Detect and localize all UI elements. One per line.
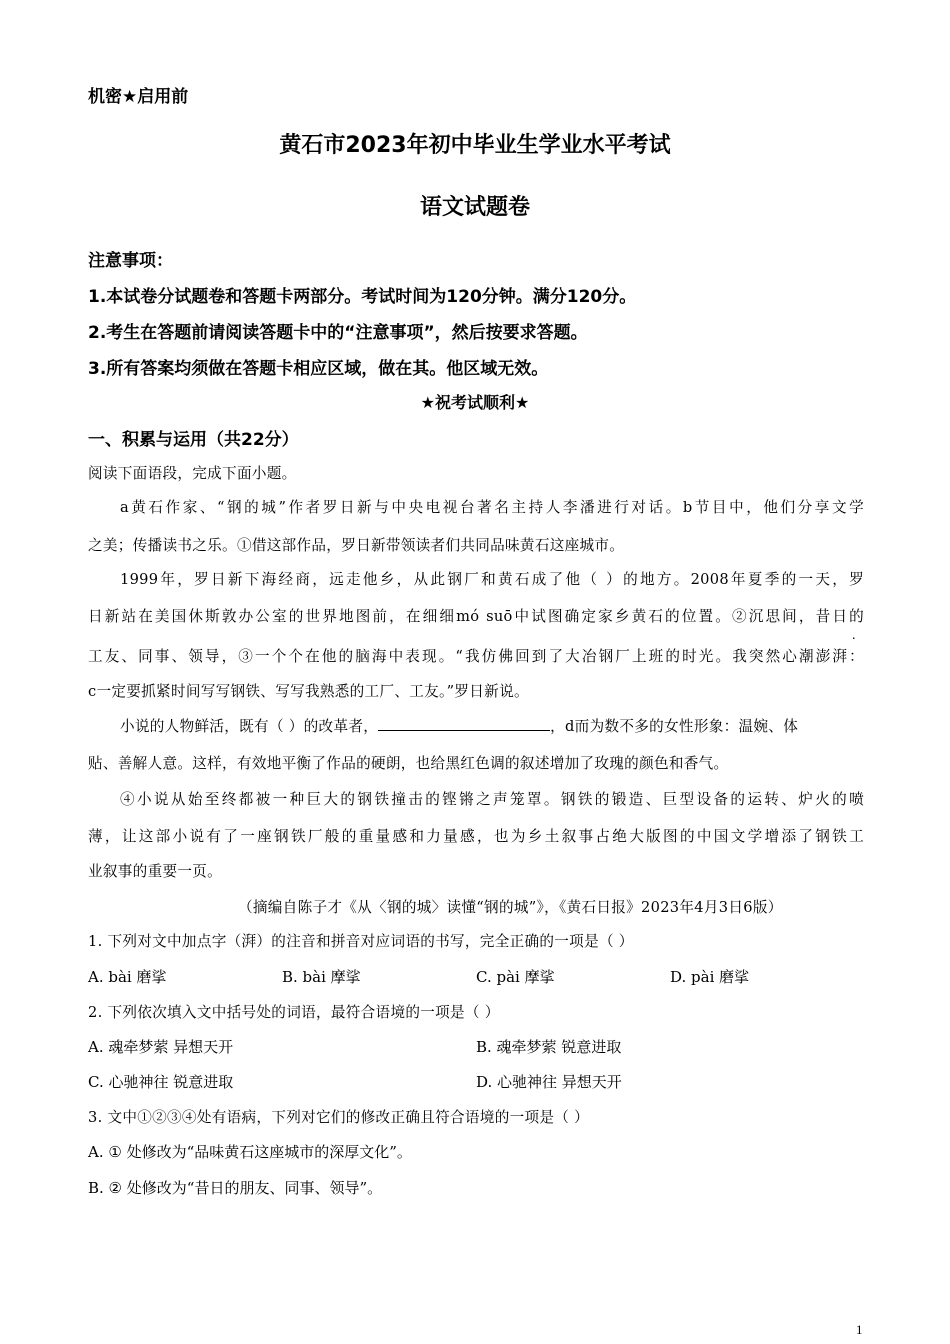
fill-in-blank bbox=[378, 716, 550, 731]
exam-title: 黄石市2023年初中毕业生学业水平考试 bbox=[279, 133, 671, 158]
passage-p1-line1: a黄石作家、“钢的城”作者罗日新与中央电视台著名主持人李潘进行对话。b节目中，他们分享文学 bbox=[120, 499, 864, 516]
passage-p3-line1-end: ，d而为数不多的女性形象：温婉、体 bbox=[550, 718, 799, 735]
passage-source: （摘编自陈子才《从〈钢的城〉读懂“钢的城”》，《黄石日报》2023年4月3日6版） bbox=[238, 899, 783, 916]
exam-subtitle: 语文试题卷 bbox=[419, 195, 530, 220]
passage-p4-line3: 业叙事的重要一页。 bbox=[88, 863, 223, 880]
question-2-stem: 2. 下列依次填入文中括号处的词语，最符合语境的一项是（ ） bbox=[88, 1004, 500, 1021]
passage-p4-line2: 薄，让这部小说有了一座钢铁厂般的重量感和力量感，也为乡土叙事占绝大版图的中国文学增添了钢铁工 bbox=[88, 828, 864, 845]
passage-p3-line1 bbox=[120, 715, 798, 736]
passage-p2-line3: 工友、同事、领导，③一个个在他的脑海中表现。“我仿佛回到了大冶钢厂上班的时光。我突然心潮澎湃： bbox=[88, 648, 864, 665]
passage-p2-line1: 1999年，罗日新下海经商，远走他乡，从此钢厂和黄石成了他（ ）的地方。2008年夏季的一天，罗 bbox=[120, 571, 864, 588]
good-luck-wish: ★祝考试顺利★ bbox=[420, 393, 530, 412]
passage-p2-line2: 日新站在美国休斯敦办公室的世界地图前，在细细mó suō中试图确定家乡黄石的位置。②沉思间，昔日的 bbox=[88, 608, 864, 625]
emphasis-dot: . bbox=[852, 628, 856, 643]
notice-item-2: 2.考生在答题前请阅读答题卡中的“注意事项”，然后按要求答题。 bbox=[88, 323, 588, 343]
section-heading: 一、积累与运用（共22分） bbox=[88, 430, 299, 450]
confidential-label: 机密★启用前 bbox=[88, 87, 189, 107]
notice-item-3: 3.所有答案均须做在答题卡相应区域，做在其。他区域无效。 bbox=[88, 359, 549, 379]
question-2-option-d: D. 心驰神往 异想天开 bbox=[476, 1073, 622, 1091]
notice-heading: 注意事项： bbox=[88, 251, 173, 271]
passage-p3-line2: 贴、善解人意。这样，有效地平衡了作品的硬朗，也给黑红色调的叙述增加了玫瑰的颜色和香气。 bbox=[88, 755, 729, 772]
question-3-option-a: A. ① 处修改为“品味黄石这座城市的深厚文化”。 bbox=[88, 1143, 412, 1161]
passage-p3-line1-start: 小说的人物鲜活，既有（ ）的改革者， bbox=[120, 718, 379, 735]
notice-item-1: 1.本试卷分试题卷和答题卡两部分。考试时间为120分钟。满分120分。 bbox=[88, 287, 637, 307]
question-1-option-d: D. pài 磨挲 bbox=[670, 968, 750, 986]
question-1-option-c: C. pài 摩挲 bbox=[476, 968, 555, 986]
passage-p1-line2: 之美；传播读书之乐。①借这部作品，罗日新带领读者们共同品味黄石这座城市。 bbox=[88, 537, 625, 554]
question-2-option-a: A. 魂牵梦萦 异想天开 bbox=[88, 1038, 234, 1056]
question-1-option-b: B. bài 摩挲 bbox=[282, 968, 361, 986]
passage-p4-line1: ④小说从始至终都被一种巨大的钢铁撞击的铿锵之声笼罩。钢铁的锻造、巨型设备的运转、炉火的喷 bbox=[120, 791, 864, 808]
question-3-option-b: B. ② 处修改为“昔日的朋友、同事、领导”。 bbox=[88, 1179, 383, 1197]
page-number: 1 bbox=[856, 1322, 863, 1337]
question-2-option-c: C. 心驰神往 锐意进取 bbox=[88, 1073, 234, 1091]
section-intro: 阅读下面语段，完成下面小题。 bbox=[88, 465, 297, 482]
question-3-stem: 3. 文中①②③④处有语病，下列对它们的修改正确且符合语境的一项是（ ） bbox=[88, 1109, 590, 1126]
question-2-option-b: B. 魂牵梦萦 锐意进取 bbox=[476, 1038, 622, 1056]
passage-p2-line4: c一定要抓紧时间写写钢铁、写写我熟悉的工厂、工友。”罗日新说。 bbox=[88, 683, 529, 700]
question-1-stem: 1. 下列对文中加点字（湃）的注音和拼音对应词语的书写，完全正确的一项是（ ） bbox=[88, 933, 634, 950]
question-1-option-a: A. bài 磨挲 bbox=[88, 968, 167, 986]
